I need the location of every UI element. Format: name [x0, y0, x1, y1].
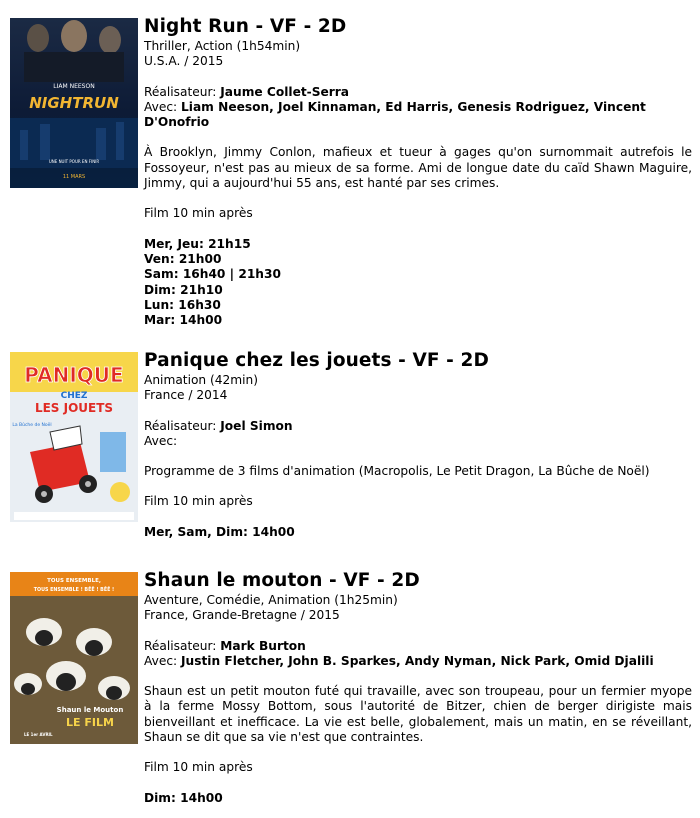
movie-note: Film 10 min après	[144, 494, 253, 509]
movie-cast	[144, 100, 692, 131]
movie-director	[144, 639, 692, 654]
movie-note: Film 10 min après	[144, 760, 253, 775]
poster-date-text: 11 MARS	[62, 174, 86, 180]
movie-director	[144, 85, 692, 100]
showtime: Lun: 16h30	[144, 297, 221, 312]
showtime: Ven: 21h00	[144, 251, 222, 266]
director-label: Réalisateur:	[144, 84, 221, 99]
movie-note: Film 10 min après	[144, 206, 253, 221]
movie-cast	[144, 654, 692, 669]
movie-poster[interactable]	[10, 18, 138, 188]
director-name: Joel Simon	[220, 418, 293, 433]
poster-title-text: NIGHTRUN	[29, 94, 119, 112]
cast-label: Avec:	[144, 99, 182, 114]
poster-caption-text: LIAM NEESON	[53, 83, 95, 90]
movie-director	[144, 419, 692, 434]
showtime: Dim: 21h10	[144, 282, 223, 297]
director-label: Réalisateur:	[144, 418, 221, 433]
poster-banner-text: TOUS ENSEMBLE ! BÊÊ ! BÊÊ !	[33, 588, 115, 593]
poster-subtitle-text: LES JOUETS	[34, 401, 114, 415]
showtime: Mar: 14h00	[144, 313, 223, 328]
cast-names: Liam Neeson, Joel Kinnaman, Ed Harris, Genesis Rodriguez, Vincent D'Onofrio	[144, 99, 646, 130]
movie-synopsis: À Brooklyn, Jimmy Conlon, mafieux et tueur à gages qu'on surnommait autrefois le Fossoyeur, n'est pas au mieux de sa forme. Ami de longue date du caïd Shawn Maguire, Jimmy, qui a aujourd'hui 55 ans, est hanté par ses crimes.	[144, 145, 692, 191]
showtime: Dim: 14h00	[144, 790, 223, 805]
director-name: Jaume Collet-Serra	[220, 84, 350, 99]
movie-poster[interactable]	[10, 572, 138, 744]
cast-label: Avec:	[144, 653, 182, 668]
movie-info	[144, 350, 692, 540]
poster-date-text: LE 1er AVRIL	[24, 732, 53, 737]
movie-genre: Aventure, Comédie, Animation (1h25min)	[144, 593, 398, 607]
movie-origin: U.S.A. / 2015	[144, 54, 224, 69]
movie-origin: France / 2014	[144, 388, 228, 403]
movie-info	[144, 16, 692, 328]
movie-synopsis: Shaun est un petit mouton futé qui travaille, avec son troupeau, pour un fermier myope à la ferme Mossy Bottom, sous l'autorité de Bitzer, chien de berger dirigiste mais bienveillant et inefficace. La vie est belle, globalement, mais un matin, en se réveillant, Shaun se dit que sa vie n'est que contraintes.	[144, 684, 692, 745]
poster-title-text: LE FILM	[66, 716, 114, 729]
movie-poster[interactable]	[10, 352, 138, 522]
movie-origin: France, Grande-Bretagne / 2015	[144, 608, 340, 623]
movie-genre: Animation (42min)	[144, 373, 259, 387]
movie-cast	[144, 434, 692, 449]
poster-subtitle-text: CHEZ	[60, 391, 88, 401]
poster-tagline-text: UNE NUIT POUR EN FINIR	[48, 159, 100, 164]
showtime: Sam: 16h40 | 21h30	[144, 267, 281, 282]
poster-title-text: PANIQUE	[24, 363, 124, 387]
panique-poster-icon	[10, 352, 138, 522]
director-label: Réalisateur:	[144, 638, 221, 653]
poster-title-text: Shaun le Mouton	[56, 706, 124, 714]
showtime: Mer, Sam, Dim: 14h00	[144, 524, 295, 539]
night-run-poster-icon	[10, 18, 138, 188]
shaun-poster-icon	[10, 572, 138, 744]
movie-synopsis: Programme de 3 films d'animation (Macropolis, Le Petit Dragon, La Bûche de Noël)	[144, 464, 650, 479]
director-name: Mark Burton	[220, 638, 306, 653]
showtime: Mer, Jeu: 21h15	[144, 236, 251, 251]
movie-title[interactable]: Shaun le mouton - VF - 2D	[144, 570, 420, 591]
cast-names: Justin Fletcher, John B. Sparkes, Andy Nyman, Nick Park, Omid Djalili	[181, 653, 654, 668]
cast-label: Avec:	[144, 433, 178, 448]
movie-title[interactable]: Night Run - VF - 2D	[144, 16, 347, 37]
movie-info	[144, 570, 692, 806]
movie-genre: Thriller, Action (1h54min)	[144, 39, 301, 53]
movie-title[interactable]: Panique chez les jouets - VF - 2D	[144, 350, 489, 371]
poster-banner-text: TOUS ENSEMBLE,	[47, 578, 101, 584]
poster-caption-text: La Bûche de Noël	[12, 423, 52, 428]
